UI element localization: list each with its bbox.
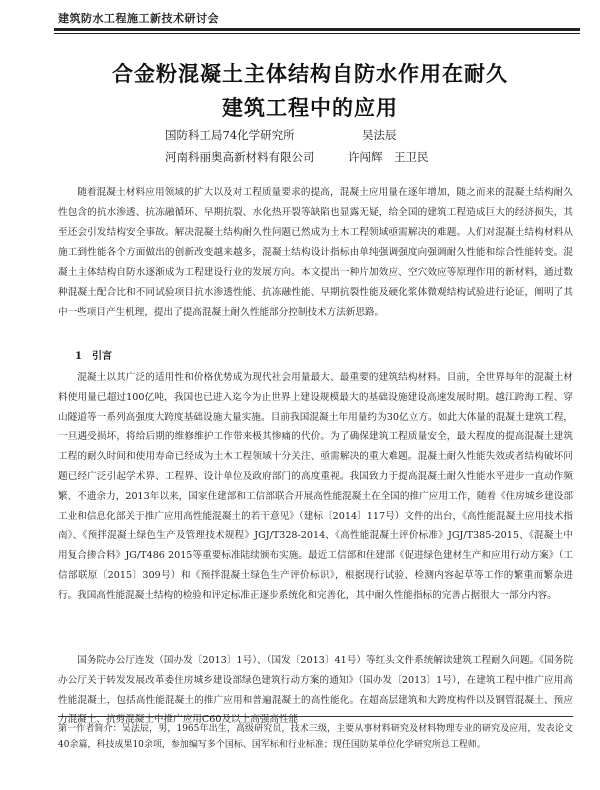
footnote-rule — [58, 716, 573, 717]
abstract-paragraph: 随着混凝土材料应用领域的扩大以及对工程质量要求的提高，混凝土应用量在逐年增加，随之而来的混凝土结构耐久性包含的抗水渗透、抗冻融循环、早期抗裂、水化热开裂等缺陷也显露无疑，给全国的建筑工程造成巨大的经济损失，其至还会引发结构安全事故。解决混凝土结构耐久性问题已然成为土木工程领域亟需解决的难题。人们对混凝土结构材料从施工到性能各个方面做出的创新改变越来越多，混凝土结构设计指标由单纯强调强度向强调耐久性能和综合性能转变。混凝土主体结构自防水逐渐成为工程建设行业的发展方向。本文提出一种片加效应、空穴效应等原理作用的新材料，通过数种混凝土配合比和不同试验项目抗水渗透性能、抗冻融性能、早期抗裂性能及硬化浆体微观结构试验进行论证，阐明了其中一些项目产生机理，提出了提高混凝土耐久性能部分控制技术方法新思路。 — [58, 187, 573, 318]
body-paragraph-1: 混凝土以其广泛的适用性和价格优势成为现代社会用量最大、最重要的建筑结构材料。目前，全世界每年的混凝土材料使用量已超过100亿吨，我国也已进入迄今为止世界上建设规模最大的基础设施建设高速发展时期。越江跨海工程、穿山隧道等一系列高强度大跨度基础设施大量实施。目前我国混凝土年用量约为30亿立方。如此大体量的混凝土建筑工程，一旦遇受损坏，将给后期的维修维护工作带来极其惨痛的代价。为了确保建筑工程质量安全，最大程度的提高混凝土建筑工程的耐久时间和使用寿命已经成为土木工程领域十分关注、亟需解决的重大难题。混凝土耐久性能失效或者结构破坏问题已经广泛引起学术界、工程界、设计单位及政府部门的高度重视。我国致力于提高混凝土耐久性能水平进步一直动作频繁、不遗余力，2013年以来，国家住建部和工信部联合开展高性能混凝土在全国的推广应用工作，随着《住房城乡建设部工业和信息化部关于推广应用高性能混凝土的若干意见》（建标〔2014〕117号）文件的出台，《高性能混凝土应用技术指南》、《预拌混凝土绿色生产及管理技术规程》JGJ/T328-2014、《高性能混凝土评价标准》JGJ/T385-2015、《混凝土中用复合掺合料》JG/T486 2015等重要标准陆续颁布实施。最近工信部和住建部《促进绿色建材生产和应用行动方案》（工信部联原〔2015〕309号）和《预拌混凝土绿色生产评价标识》，根据现行试验、检测内容起草等工作的繁重而繁杂进行。我国高性能混凝土结构的检验和评定标准正逐步系统化和完善化，其中耐久性能指标的完善占据很大一部分内容。 — [58, 372, 573, 601]
section-heading-introduction: 1 引言 — [75, 351, 112, 362]
article-title-line-2: 建筑工程中的应用 — [222, 96, 398, 120]
body-paragraph-2: 国务院办公厅连发（国办发〔2013〕1号）、（国发〔2013〕41号）等红头文件系统解读建筑工程耐久问题。《国务院办公厅关于转发发展改革委住房城乡建设部绿色建筑行动方案的通知》（国办发〔2013〕1号），在建筑工程中推广应用高性能混凝土，包括高性能混凝土的推广应用和普遍混凝土的高性能化。在超高层建筑和大跨度构件以及钢管混凝土、预应力混凝土、抗剪混凝土中推广应用C60及以上高强高性能 — [58, 655, 573, 726]
author-names-2: 许闯辉 王卫民 — [348, 150, 429, 164]
header-rule-thin — [54, 33, 580, 34]
header-rule-thick — [54, 28, 580, 31]
author-footnote: 第一作者简介：吴法辰，男，1965年出生，高级研究员，技术三级，主要从事材料研究及材料物理专业的研究及应用，发表论文40余篇，科技成果10余项，参加编写多个国标、国军标和行业标准；现任国防某单位化学研究所总工程师。 — [58, 724, 573, 750]
author-affiliation-2: 河南科丽奥高新材料有限公司 — [165, 150, 315, 164]
article-title-line-1: 合金粉混凝土主体结构自防水作用在耐久 — [112, 62, 508, 86]
author-names-1: 吴法辰 — [362, 128, 397, 142]
running-header: 建筑防水工程施工新技术研讨会 — [58, 12, 219, 25]
author-affiliation-1: 国防科工局74化学研究所 — [165, 128, 295, 142]
